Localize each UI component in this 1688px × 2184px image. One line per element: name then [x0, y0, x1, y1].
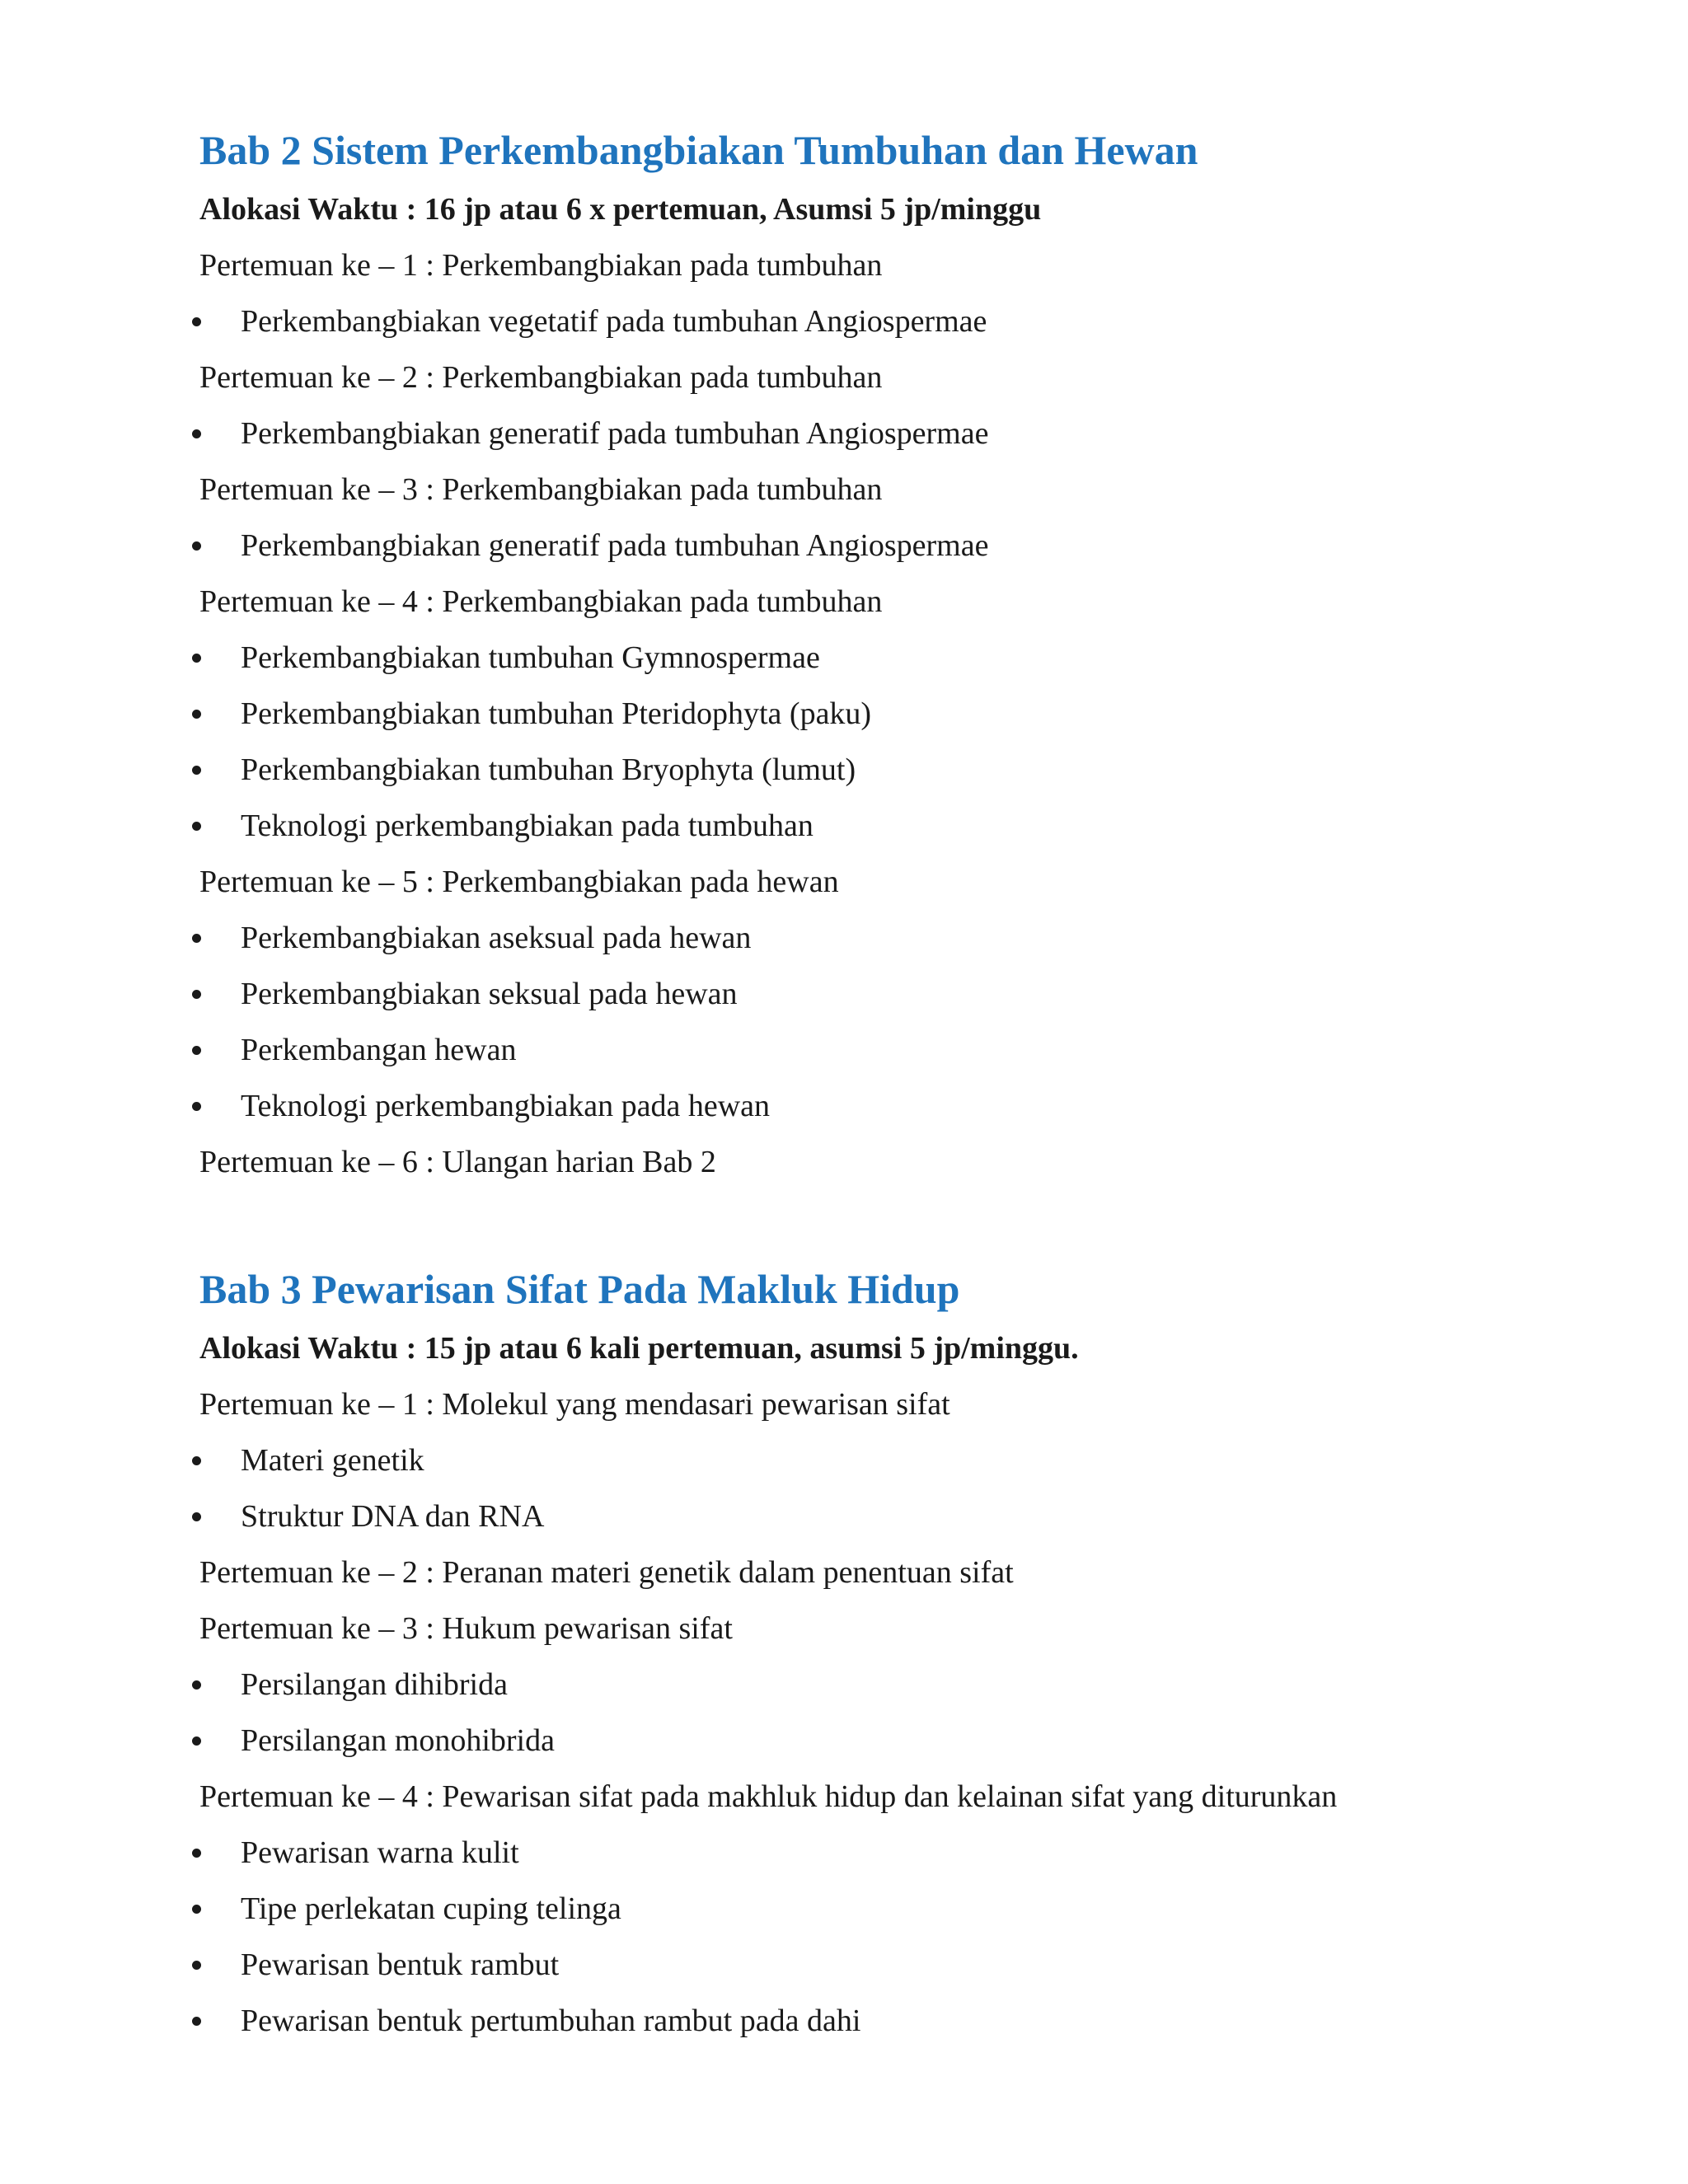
topic-list-item — [199, 910, 1601, 966]
topic-list-item — [199, 686, 1601, 742]
topic-text: Teknologi perkembangbiakan pada hewan — [241, 1089, 771, 1123]
time-allocation: Alokasi Waktu : 15 jp atau 6 kali pertemuan, asumsi 5 jp/minggu. — [199, 1331, 1079, 1366]
topic-list-item — [199, 1078, 1601, 1134]
topic-text: Pewarisan bentuk rambut — [241, 1947, 560, 1982]
topic-text: Perkembangbiakan generatif pada tumbuhan Angiospermae — [241, 528, 989, 563]
topic-list-item — [199, 1993, 1601, 2049]
topic-list-item — [199, 1881, 1601, 1937]
topic-text: Perkembangbiakan seksual pada hewan — [241, 977, 738, 1011]
meetings-list — [199, 1376, 1601, 2049]
topic-list — [199, 630, 1601, 854]
bullet-icon — [192, 2017, 201, 2026]
bullet-icon — [192, 1905, 201, 1914]
topic-text: Persilangan monohibrida — [241, 1723, 555, 1758]
topic-list-item — [199, 293, 1601, 349]
topic-text: Perkembangbiakan aseksual pada hewan — [241, 921, 752, 955]
topic-list-item — [199, 966, 1601, 1022]
section-title: Bab 3 Pewarisan Sifat Pada Makluk Hidup — [199, 1266, 960, 1312]
topic-text: Perkembangbiakan generatif pada tumbuhan Angiospermae — [241, 416, 989, 451]
topic-list-item — [199, 742, 1601, 798]
section-title: Bab 2 Sistem Perkembangbiakan Tumbuhan dan Hewan — [199, 127, 1198, 173]
bullet-icon — [192, 990, 201, 999]
topic-list-item — [199, 630, 1601, 686]
bullet-icon — [192, 1849, 201, 1858]
topic-list — [199, 1432, 1601, 1544]
topic-list-item — [199, 1022, 1601, 1078]
meeting-label: Pertemuan ke – 3 : Perkembangbiakan pada tumbuhan — [199, 472, 883, 507]
bullet-icon — [192, 1961, 201, 1970]
topic-list-item — [199, 518, 1601, 574]
meeting-label: Pertemuan ke – 3 : Hukum pewarisan sifat — [199, 1611, 733, 1646]
topic-list — [199, 1825, 1601, 2049]
topic-text: Teknologi perkembangbiakan pada tumbuhan — [241, 808, 814, 843]
topic-text: Struktur DNA dan RNA — [241, 1499, 545, 1534]
topic-list — [199, 405, 1601, 462]
bullet-icon — [192, 1680, 201, 1690]
meeting-label: Pertemuan ke – 4 : Pewarisan sifat pada makhluk hidup dan kelainan sifat yang diturunkan — [199, 1779, 1338, 1814]
topic-text: Persilangan dihibrida — [241, 1667, 508, 1702]
topic-text: Tipe perlekatan cuping telinga — [241, 1891, 621, 1926]
bullet-icon — [192, 429, 201, 438]
bullet-icon — [192, 541, 201, 551]
meeting-label: Pertemuan ke – 4 : Perkembangbiakan pada tumbuhan — [199, 584, 883, 619]
topic-list — [199, 293, 1601, 349]
topic-text: Perkembangbiakan tumbuhan Pteridophyta (paku) — [241, 696, 872, 731]
topic-list — [199, 910, 1601, 1134]
topic-text: Perkembangbiakan tumbuhan Gymnospermae — [241, 640, 820, 675]
topic-list-item — [199, 1488, 1601, 1544]
bullet-icon — [192, 822, 201, 831]
meeting-label: Pertemuan ke – 1 : Molekul yang mendasari pewarisan sifat — [199, 1387, 950, 1422]
bullet-icon — [192, 1102, 201, 1111]
bullet-icon — [192, 317, 201, 326]
topic-list-item — [199, 1657, 1601, 1713]
section-bab-3 — [199, 1261, 1601, 2049]
time-allocation: Alokasi Waktu : 16 jp atau 6 x pertemuan, Asumsi 5 jp/minggu — [199, 192, 1042, 227]
topic-list-item — [199, 405, 1601, 462]
topic-text: Materi genetik — [241, 1443, 424, 1478]
bullet-icon — [192, 1736, 201, 1746]
bullet-icon — [192, 934, 201, 943]
meeting-label: Pertemuan ke – 2 : Peranan materi genetik dalam penentuan sifat — [199, 1555, 1014, 1590]
bullet-icon — [192, 1456, 201, 1465]
topic-text: Pewarisan bentuk pertumbuhan rambut pada dahi — [241, 2004, 861, 2038]
topic-list — [199, 518, 1601, 574]
bullet-icon — [192, 710, 201, 719]
bullet-icon — [192, 654, 201, 663]
meeting-label: Pertemuan ke – 5 : Perkembangbiakan pada hewan — [199, 865, 839, 899]
topic-text: Perkembangbiakan vegetatif pada tumbuhan Angiospermae — [241, 304, 987, 339]
topic-text: Perkembangbiakan tumbuhan Bryophyta (lumut) — [241, 752, 856, 787]
topic-text: Pewarisan warna kulit — [241, 1835, 519, 1870]
topic-list-item — [199, 798, 1601, 854]
meeting-label: Pertemuan ke – 2 : Perkembangbiakan pada tumbuhan — [199, 360, 883, 395]
topic-text: Perkembangan hewan — [241, 1033, 517, 1067]
meetings-list — [199, 237, 1601, 1190]
topic-list-item — [199, 1713, 1601, 1769]
topic-list-item — [199, 1432, 1601, 1488]
meeting-label: Pertemuan ke – 1 : Perkembangbiakan pada tumbuhan — [199, 248, 883, 283]
topic-list — [199, 1657, 1601, 1769]
section-bab-2 — [199, 122, 1601, 1190]
bullet-icon — [192, 1046, 201, 1055]
bullet-icon — [192, 1512, 201, 1521]
meeting-label: Pertemuan ke – 6 : Ulangan harian Bab 2 — [199, 1145, 716, 1179]
bullet-icon — [192, 766, 201, 775]
topic-list-item — [199, 1825, 1601, 1881]
topic-list-item — [199, 1937, 1601, 1993]
